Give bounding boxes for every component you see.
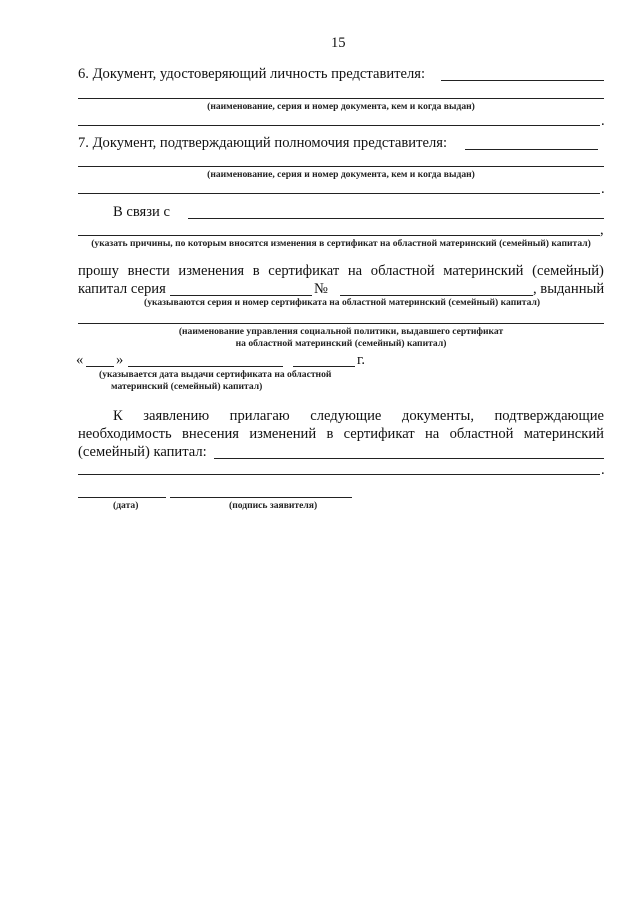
- attachments-word: в: [326, 426, 334, 442]
- request-word: (семейный): [532, 263, 604, 279]
- date-fill-line: [78, 497, 166, 498]
- open-quote: «: [76, 352, 84, 368]
- request-word: сертификат: [268, 263, 340, 279]
- reason-line-2: [78, 235, 600, 236]
- authority-caption-1: (наименование управления социальной политики, выдавшего сертификат: [178, 326, 504, 337]
- attachments-word: прилагаю: [229, 408, 290, 424]
- item7-fill-line: [465, 149, 598, 150]
- issue-date-caption-2: материнский (семейный) капитал): [111, 381, 263, 392]
- attachments-word: сертификат: [343, 426, 415, 442]
- attachments-word: необходимость: [78, 426, 172, 442]
- request-word: областной: [370, 263, 435, 279]
- item6-caption: (наименование, серия и номер документа, кем и когда выдан): [207, 101, 475, 112]
- attachments-word: изменений: [249, 426, 317, 442]
- signature-caption: (подпись заявителя): [229, 500, 318, 511]
- attachments-fill-line: [214, 458, 604, 459]
- item6-label: 6. Документ, удостоверяющий личность представителя:: [78, 66, 426, 82]
- reason-comma: ,: [600, 222, 604, 238]
- attachments-word: областной: [449, 426, 514, 442]
- issued-label: , выданный: [533, 281, 605, 297]
- attachments-word: следующие: [310, 408, 382, 424]
- issue-date-caption-1: (указывается дата выдачи сертификата на областной: [99, 369, 332, 380]
- attachments-word: К: [113, 408, 123, 424]
- day-fill-line: [86, 366, 114, 367]
- attachments-word: на: [424, 426, 440, 442]
- reason-label: В связи с: [113, 204, 170, 220]
- attachments-word: внесения: [182, 426, 240, 442]
- date-caption: (дата): [113, 500, 139, 511]
- item7-period: .: [601, 181, 605, 197]
- authority-line: [78, 323, 604, 324]
- attachments-word: документы,: [401, 408, 474, 424]
- item7-label: 7. Документ, подтверждающий полномочия представителя:: [78, 135, 448, 151]
- close-quote: »: [116, 352, 124, 368]
- request-word: прошу: [78, 263, 119, 279]
- item6-line-3: [78, 125, 600, 126]
- request-word: внести: [127, 263, 170, 279]
- request-word: в: [252, 263, 260, 279]
- year-suffix: г.: [357, 352, 365, 368]
- attachments-line-1: [113, 407, 604, 425]
- item7-line-3: [78, 193, 600, 194]
- month-fill-line: [128, 366, 283, 367]
- series-label: капитал серия: [78, 281, 166, 297]
- attachments-word: подтверждающие: [494, 408, 604, 424]
- number-fill-line: [340, 295, 533, 296]
- reason-fill-line: [188, 218, 604, 219]
- signature-fill-line: [170, 497, 352, 498]
- reason-caption: (указать причины, по которым вносятся изменения в сертификат на областной материнский (семейный) капитал): [91, 238, 591, 249]
- attachments-period: .: [601, 462, 605, 478]
- attachments-line-2: [78, 425, 604, 443]
- request-word: на: [347, 263, 363, 279]
- page-number: 15: [331, 35, 346, 51]
- attachments-word: материнский: [523, 426, 604, 442]
- item6-period: .: [601, 113, 605, 129]
- request-word: изменения: [178, 263, 245, 279]
- number-label: №: [314, 281, 328, 297]
- item7-line-2: [78, 166, 604, 167]
- series-caption: (указываются серия и номер сертификата на областной материнский (семейный) капитал): [144, 297, 541, 308]
- item6-fill-line: [441, 80, 604, 81]
- attachments-line-4: [78, 474, 600, 475]
- year-fill-line: [293, 366, 355, 367]
- attachments-line-3-label: (семейный) капитал:: [78, 444, 207, 460]
- attachments-word: заявлению: [143, 408, 210, 424]
- request-line-1: [78, 262, 604, 280]
- item6-line-2: [78, 98, 604, 99]
- request-word: материнский: [443, 263, 524, 279]
- series-fill-line: [170, 295, 312, 296]
- item7-caption: (наименование, серия и номер документа, кем и когда выдан): [207, 169, 475, 180]
- authority-caption-2: на областной материнский (семейный) капитал): [235, 338, 447, 349]
